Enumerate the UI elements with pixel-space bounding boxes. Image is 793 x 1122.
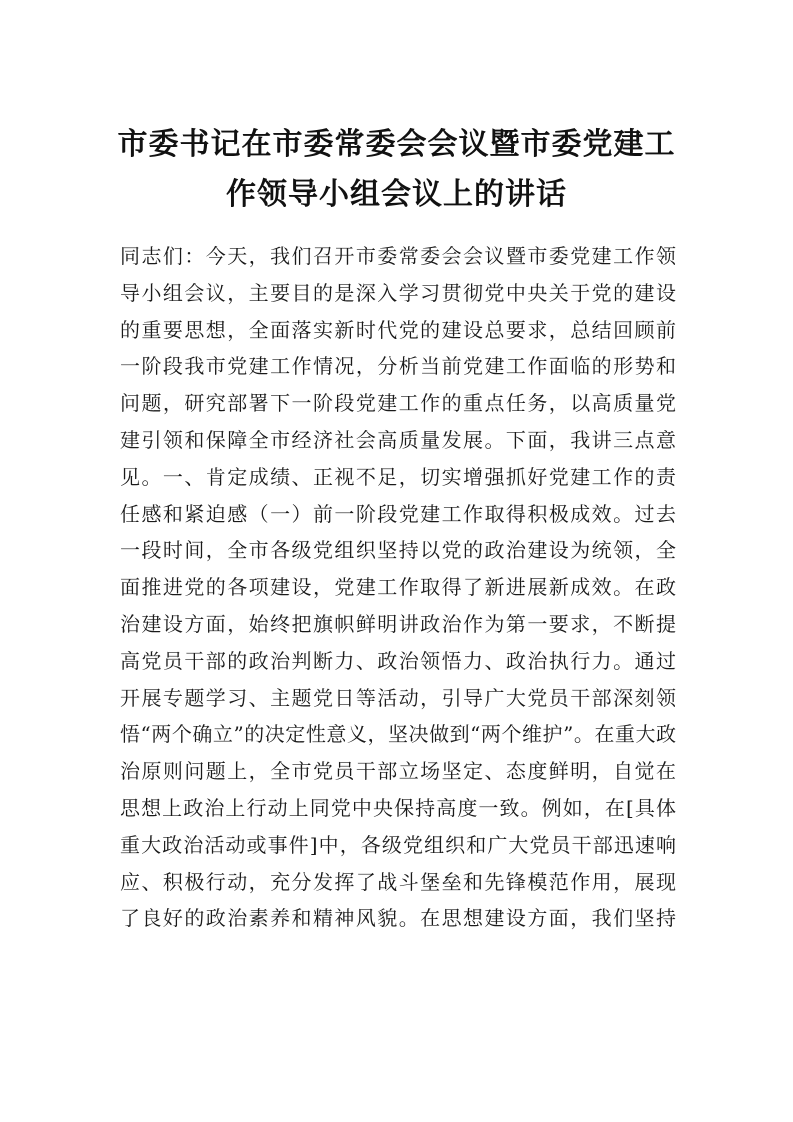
body-line: 同志们：今天，我们召开市委常委会会议暨市委党建工作领	[120, 244, 676, 268]
body-line: 开展专题学习、主题党日等活动，引导广大党员干部深刻领	[120, 685, 676, 710]
body-line: 悟“两个确立”的决定性意义，坚决做到“两个维护”。在重大政	[120, 722, 676, 747]
body-line: 问题，研究部署下一阶段党建工作的重点任务，以高质量党	[120, 391, 676, 416]
body-line: 治原则问题上，全市党员干部立场坚定、态度鲜明，自觉在	[120, 759, 676, 784]
body-line: 一阶段我市党建工作情况，分析当前党建工作面临的形势和	[120, 354, 676, 379]
title-line: 市委书记在市委常委会会议暨市委党建工	[117, 127, 676, 162]
body-line: 面推进党的各项建设，党建工作取得了新进展新成效。在政	[120, 575, 676, 600]
speech-body	[120, 238, 676, 937]
body-line: 重大政治活动或事件]中，各级党组织和广大党员干部迅速响	[120, 832, 676, 857]
body-line: 应、积极行动，充分发挥了战斗堡垒和先锋模范作用，展现	[120, 869, 676, 894]
document-title	[100, 120, 693, 220]
body-line: 治建设方面，始终把旗帜鲜明讲政治作为第一要求，不断提	[120, 611, 676, 636]
body-line: 任感和紧迫感（一）前一阶段党建工作取得积极成效。过去	[120, 501, 676, 526]
body-line: 高党员干部的政治判断力、政治领悟力、政治执行力。通过	[120, 648, 676, 673]
body-line: 一段时间，全市各级党组织坚持以党的政治建设为统领，全	[120, 538, 676, 563]
body-line: 的重要思想，全面落实新时代党的建设总要求，总结回顾前	[120, 317, 676, 342]
body-line: 导小组会议，主要目的是深入学习贯彻党中央关于党的建设	[120, 280, 676, 305]
title-line: 作领导小组会议上的讲话	[226, 177, 567, 212]
body-line: 思想上政治上行动上同党中央保持高度一致。例如，在[具体	[120, 795, 676, 820]
body-line: 建引领和保障全市经济社会高质量发展。下面，我讲三点意	[120, 427, 676, 452]
body-line: 见。一、肯定成绩、正视不足，切实增强抓好党建工作的责	[120, 464, 676, 489]
body-line: 了良好的政治素养和精神风貌。在思想建设方面，我们坚持	[120, 906, 676, 931]
